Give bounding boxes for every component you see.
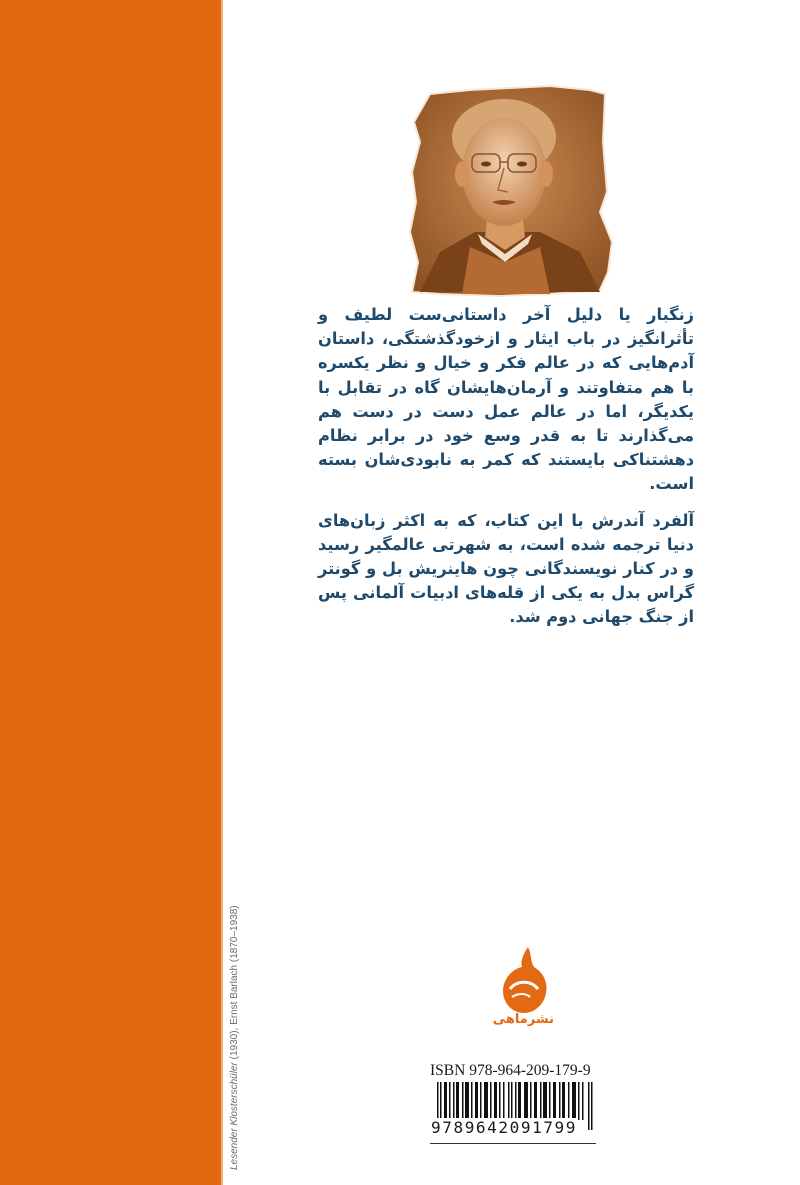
publisher-name: نشرماهی bbox=[492, 1012, 554, 1027]
blurb-paragraph-2: آلفرد آندرش با این کتاب، که به اکثر زبان‌های دنیا ترجمه شده است، به شهرتی عالمگیر رسید و در کنار نویسندگانی چون هاینریش بل و گونتر گراس بدل به یکی از قله‌های ادبیات آلمانی پس از جنگ جهانی دوم شد. bbox=[318, 510, 694, 627]
cover-art-caption bbox=[229, 905, 240, 1170]
isbn-label: ISBN 978-964-209-179-9 bbox=[430, 1062, 591, 1079]
caption-credit: (1930), Ernst Barlach (1870–1938) bbox=[229, 905, 240, 1063]
author-portrait bbox=[400, 82, 615, 298]
barcode-rule bbox=[430, 1143, 596, 1144]
back-cover-blurb bbox=[318, 303, 694, 630]
portrait-image bbox=[400, 82, 615, 298]
caption-work-title: Lesender Klosterschüler bbox=[229, 1062, 240, 1170]
blurb-paragraph-1: زنگبار یا دلیل آخر داستانی‌ست لطیف و تأثرانگیز در باب ایثار و ازخودگذشتگی، داستان آدم‌هایی که در عالم فکر و خیال و نظر یکسره با هم متفاوتند و آرمان‌هایشان گاه در تقابل با یکدیگر، اما در عالم عمل دست در دست هم می‌گذارند تا به قدر وسع خود در برابر نظام دهشتناکی بایستند که کمر به نابودی‌شان بسته است. bbox=[318, 305, 694, 494]
spine-band bbox=[0, 0, 221, 1185]
barcode-number: 9789642091799 bbox=[431, 1118, 578, 1137]
barcode-digits bbox=[430, 1118, 600, 1137]
